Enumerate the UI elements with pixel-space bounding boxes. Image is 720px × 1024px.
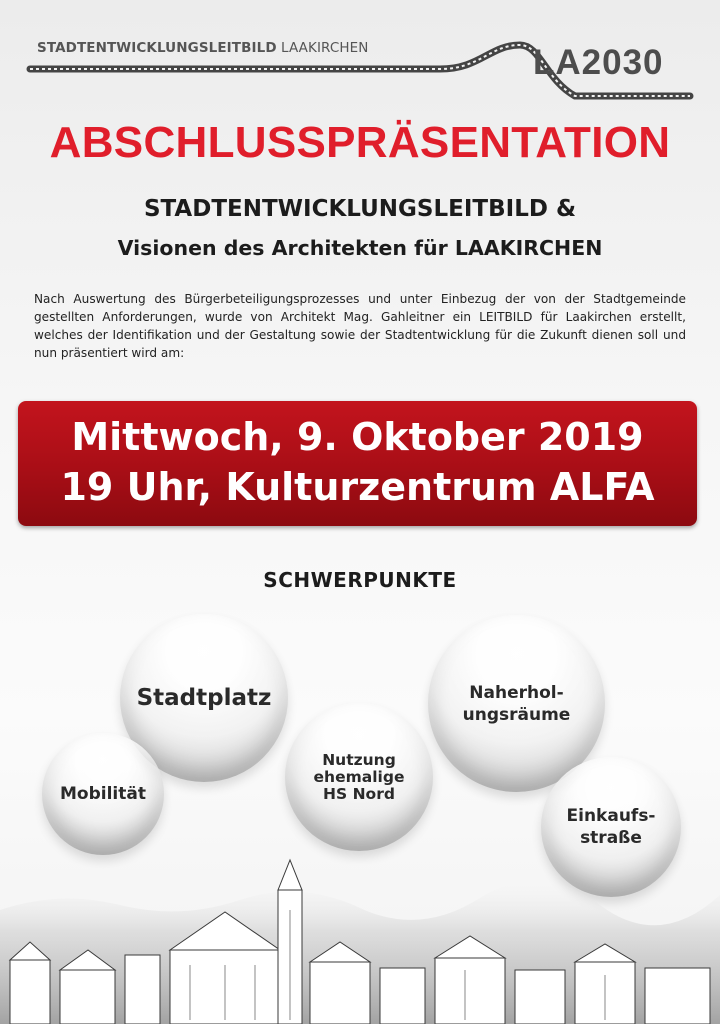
subtitle-line-1: STADTENTWICKLUNGSLEITBILD & <box>143 196 577 222</box>
city-skyline-sketch-icon <box>0 850 720 1024</box>
program-label-place: LAAKIRCHEN <box>281 40 369 56</box>
bubble-label: ungsräume <box>462 704 571 725</box>
program-code: LA2030 <box>533 43 664 82</box>
bubble-label: Mobilität <box>60 784 146 804</box>
focus-bubble-mobilitaet <box>42 733 164 855</box>
event-time-place: 19 Uhr, Kulturzentrum ALFA <box>60 465 655 509</box>
event-date: Mittwoch, 9. Oktober 2019 <box>71 415 644 459</box>
intro-paragraph: Nach Auswertung des Bürgerbeteiligungsprozesses und unter Einbezug der von der Stadtgemeinde gestellten Anforderungen, wurde von Architekt Mag. Gahleitner ein LEITBILD für Laakirchen erstellt, welches der Identifikation und der Gestaltung sowie der Stadtentwicklung für die Zukunft dienen soll und nun präsentiert wird am: <box>34 292 686 360</box>
focus-title: SCHWERPUNKTE <box>263 568 457 592</box>
program-label-bold: STADTENTWICKLUNGSLEITBILD <box>37 40 277 56</box>
bubble-label: Stadtplatz <box>136 685 272 711</box>
subtitle-line-2: Visionen des Architekten für LAAKIRCHEN <box>117 236 603 260</box>
bubble-label: Nutzung <box>322 750 396 769</box>
bubble-label: Einkaufs- <box>566 806 656 826</box>
program-label <box>37 40 368 56</box>
bubble-label: straße <box>580 828 642 848</box>
bubble-label: HS Nord <box>323 784 395 803</box>
focus-bubble-nutzung <box>285 703 433 851</box>
event-banner <box>18 401 697 526</box>
bubble-label: ehemalige <box>313 767 405 786</box>
bubble-label: Naherhol- <box>469 682 564 703</box>
headline: ABSCHLUSSPRÄSENTATION <box>49 118 671 167</box>
